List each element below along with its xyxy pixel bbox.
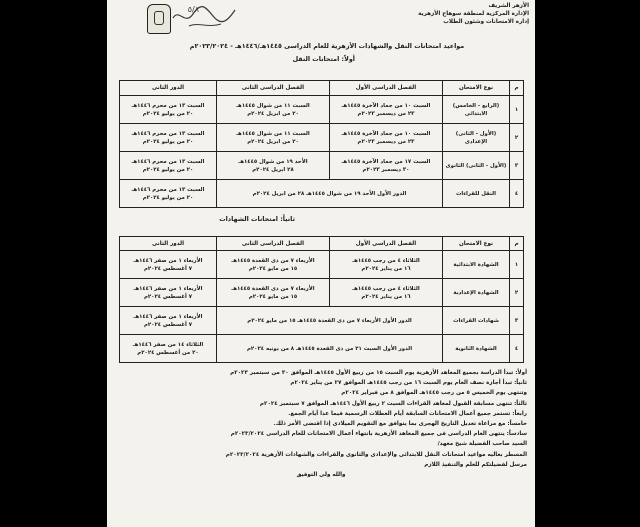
col-header-num: م — [510, 81, 524, 96]
row-number: ٤ — [510, 335, 524, 363]
second-round-cell: الأربعاء ١ من صفر ١٤٤٦هـ ٧ أغسطس ٢٠٢٤م — [120, 279, 217, 307]
table-row — [120, 96, 524, 124]
note-line: السيد صاحب الفضيلة شيخ معهد/ — [437, 441, 527, 448]
table-row — [120, 180, 524, 208]
table-header-row — [120, 81, 524, 96]
second-round-cell: السبت ١٣ من محرم ١٤٤٦هـ ٢٠ من يوليو ٢٠٢٤م — [120, 180, 217, 208]
col-header-term2: الفصل الدراسى الثانى — [217, 81, 330, 96]
term1-cell: السبت ١٠ من جماد الآخرة ١٤٤٥هـ ٢٣ من ديسمبر ٢٠٢٣م — [330, 124, 443, 152]
second-round-cell: الثلاثاء ١٤ من صفر ١٤٤٦هـ ٢٠ من أغسطس ٢٠٢٤م — [120, 335, 217, 363]
note-line: ثالثاً: تنتهى مسابقة القبول لمعاهد القراءات السبت ٢ ربيع الأول ١٤٤٦هـ الموافق ٧ سبتمبر ٢٠٢٤م — [259, 400, 527, 407]
second-round-cell: الأربعاء ١ من صفر ١٤٤٦هـ ٧ أغسطس ٢٠٢٤م — [120, 251, 217, 279]
col-header-term1: الفصل الدراسى الأول — [330, 237, 443, 251]
col-header-second-round: الدور الثانى — [120, 237, 217, 251]
term1-cell: السبت ١٠ من جماد الآخرة ١٤٤٥هـ ٢٣ من ديسمبر ٢٠٢٣م — [330, 96, 443, 124]
table-row — [120, 152, 524, 180]
row-number: ١ — [510, 96, 524, 124]
section-2-title: ثانياً: امتحانات الشهادات — [219, 215, 295, 223]
term2-cell: الأحد ١٩ من شوال ١٤٤٥هـ ٢٨ ابريل ٢٠٢٤م — [217, 152, 330, 180]
header-line-3: إدارة الامتحانات وشئون الطلاب — [443, 19, 529, 25]
azhar-logo-icon — [147, 4, 171, 34]
certificate-exams-table — [119, 236, 524, 363]
note-line: رابعاً: تستمر جميع أعمال الامتحانات السابقة أيام العطلات الرسمية فيما عدا أيام الجمع. — [288, 410, 527, 417]
merged-term-cell: الدور الأول الأربعاء ٧ من ذى القعدة ١٤٤٥هـ ١٥ من مايو ٢٠٢٤م — [217, 307, 443, 335]
col-header-num: م — [510, 237, 524, 251]
table-row — [120, 335, 524, 363]
row-number: ٤ — [510, 180, 524, 208]
second-round-cell: السبت ١٣ من محرم ١٤٤٦هـ ٢٠ من يوليو ٢٠٢٤م — [120, 152, 217, 180]
col-header-term2: الفصل الدراسى الثانى — [217, 237, 330, 251]
term1-cell: الثلاثاء ٤ من رجب ١٤٤٥هـ ١٦ من يناير ٢٠٢٤م — [330, 279, 443, 307]
exam-type: النقل للقراءات — [443, 180, 510, 208]
row-number: ٣ — [510, 152, 524, 180]
transfer-exams-table — [119, 80, 524, 208]
row-number: ٣ — [510, 307, 524, 335]
exam-type: (الأول - الثانى) الثانوى — [443, 152, 510, 180]
table-row — [120, 251, 524, 279]
handwritten-signature — [169, 0, 239, 32]
exam-type: شهادات القراءات — [443, 307, 510, 335]
term1-cell: السبت ١٧ من جماد الآخرة ١٤٤٥هـ ٣٠ ديسمبر ٢٠٢٣م — [330, 152, 443, 180]
merged-term-cell: الدور الأول الأحد ١٩ من شوال ١٤٤٥هـ ٢٨ من ابريل ٢٠٢٤م — [217, 180, 443, 208]
second-round-cell: السبت ١٣ من محرم ١٤٤٦هـ ٢٠ من يوليو ٢٠٢٤م — [120, 124, 217, 152]
exam-type: (الأول - الثانى) الإعدادى — [443, 124, 510, 152]
note-line: سادساً: ينتهى العام الدراسى فى جميع المعاهد الأزهرية بانتهاء أعمال الامتحانات للعام الدراسى ٢٠٢٣/٢٠٢٤م — [230, 431, 527, 438]
table-row — [120, 307, 524, 335]
header-line-1: الأزهر الشريف — [488, 3, 529, 9]
col-header-type: نوع الامتحان — [443, 81, 510, 96]
exam-type: (الرابع - الخامس) الابتدائى — [443, 96, 510, 124]
term1-cell: الثلاثاء ٤ من رجب ١٤٤٥هـ ١٦ من يناير ٢٠٢٤م — [330, 251, 443, 279]
closing-line: والله ولى التوفيق — [296, 472, 346, 479]
row-number: ٢ — [510, 124, 524, 152]
col-header-second-round: الدور الثانى — [120, 81, 217, 96]
header-line-2: الإدارة المركزية لمنطقة سوهاج الأزهرية — [418, 11, 529, 17]
row-number: ٢ — [510, 279, 524, 307]
note-line: المسطر بعاليه مواعيد امتحانات النقل للابتدائى والإعدادى والثانوى والقراءات والشهادات الأزهرية ٢٠٢٣/٢٠٢٤م — [225, 451, 527, 458]
exam-type: الشهادة الابتدائية — [443, 251, 510, 279]
second-round-cell: الأربعاء ١ من صفر ١٤٤٦هـ ٧ أغسطس ٢٠٢٤م — [120, 307, 217, 335]
note-line: ثانياً: تبدأ أجازة نصف العام يوم السبت ١٦ من رجب ١٤٤٥هـ الموافق ٢٧ من يناير ٢٠٢٤م — [290, 380, 527, 387]
term2-cell: السبت ١١ من شوال ١٤٤٥هـ ٢٠ من ابريل ٢٠٢٤م — [217, 124, 330, 152]
note-line: وتنتهى يوم الخميس ٥ من رجب ١٤٤٥هـ الموافق ٨ من فبراير ٢٠٢٤م — [341, 390, 527, 397]
term2-cell: الأربعاء ٧ من ذى القعدة ١٤٤٥هـ ١٥ من مايو ٢٠٢٤م — [217, 251, 330, 279]
notes-block — [115, 368, 527, 480]
note-line: خامساً: مع مراعاة تعديل التاريخ الهجرى بما يتوافق مع التقويم الميلادى إذا اقتضى الأمر ذلك. — [273, 421, 527, 428]
document-page — [107, 0, 535, 527]
note-line: أولاً: تبدأ الدراسة بجميع المعاهد الأزهرية يوم السبت ١٥ من ربيع الأول ١٤٤٥هـ الموافق ٣٠ من سبتمبر ٢٠٢٣م — [230, 370, 527, 376]
row-number: ١ — [510, 251, 524, 279]
note-line: مرسل لفضيلتكم للعلم والتنفيذ اللازم — [424, 461, 527, 468]
table-row — [120, 279, 524, 307]
col-header-type: نوع الامتحان — [443, 237, 510, 251]
exam-type: الشهادة الإعدادية — [443, 279, 510, 307]
page-title: مواعيد امتحانات النقل والشهادات الأزهرية للعام الدراسى ١٤٤٥هـ/١٤٤٦هـ - ٢٠٢٣/٢٠٢٤م — [189, 42, 465, 50]
signature-text: ٥/٨ — [187, 5, 199, 14]
second-round-cell: السبت ١٣ من محرم ١٤٤٦هـ ٢٠ من يوليو ٢٠٢٤م — [120, 96, 217, 124]
table-header-row — [120, 237, 524, 251]
table-row — [120, 124, 524, 152]
term2-cell: الأربعاء ٧ من ذى القعدة ١٤٤٥هـ ١٥ من مايو ٢٠٢٤م — [217, 279, 330, 307]
term2-cell: السبت ١١ من شوال ١٤٤٥هـ ٢٠ من ابريل ٢٠٢٤م — [217, 96, 330, 124]
exam-type: الشهادة الثانوية — [443, 335, 510, 363]
section-1-title: أولاً: امتحانات النقل — [292, 55, 355, 63]
col-header-term1: الفصل الدراسى الأول — [330, 81, 443, 96]
merged-term-cell: الدور الأول السبت ٢١ من ذى القعدة ١٤٤٥هـ ٨ من يونيه ٢٠٢٤م — [217, 335, 443, 363]
letterhead — [379, 2, 529, 26]
